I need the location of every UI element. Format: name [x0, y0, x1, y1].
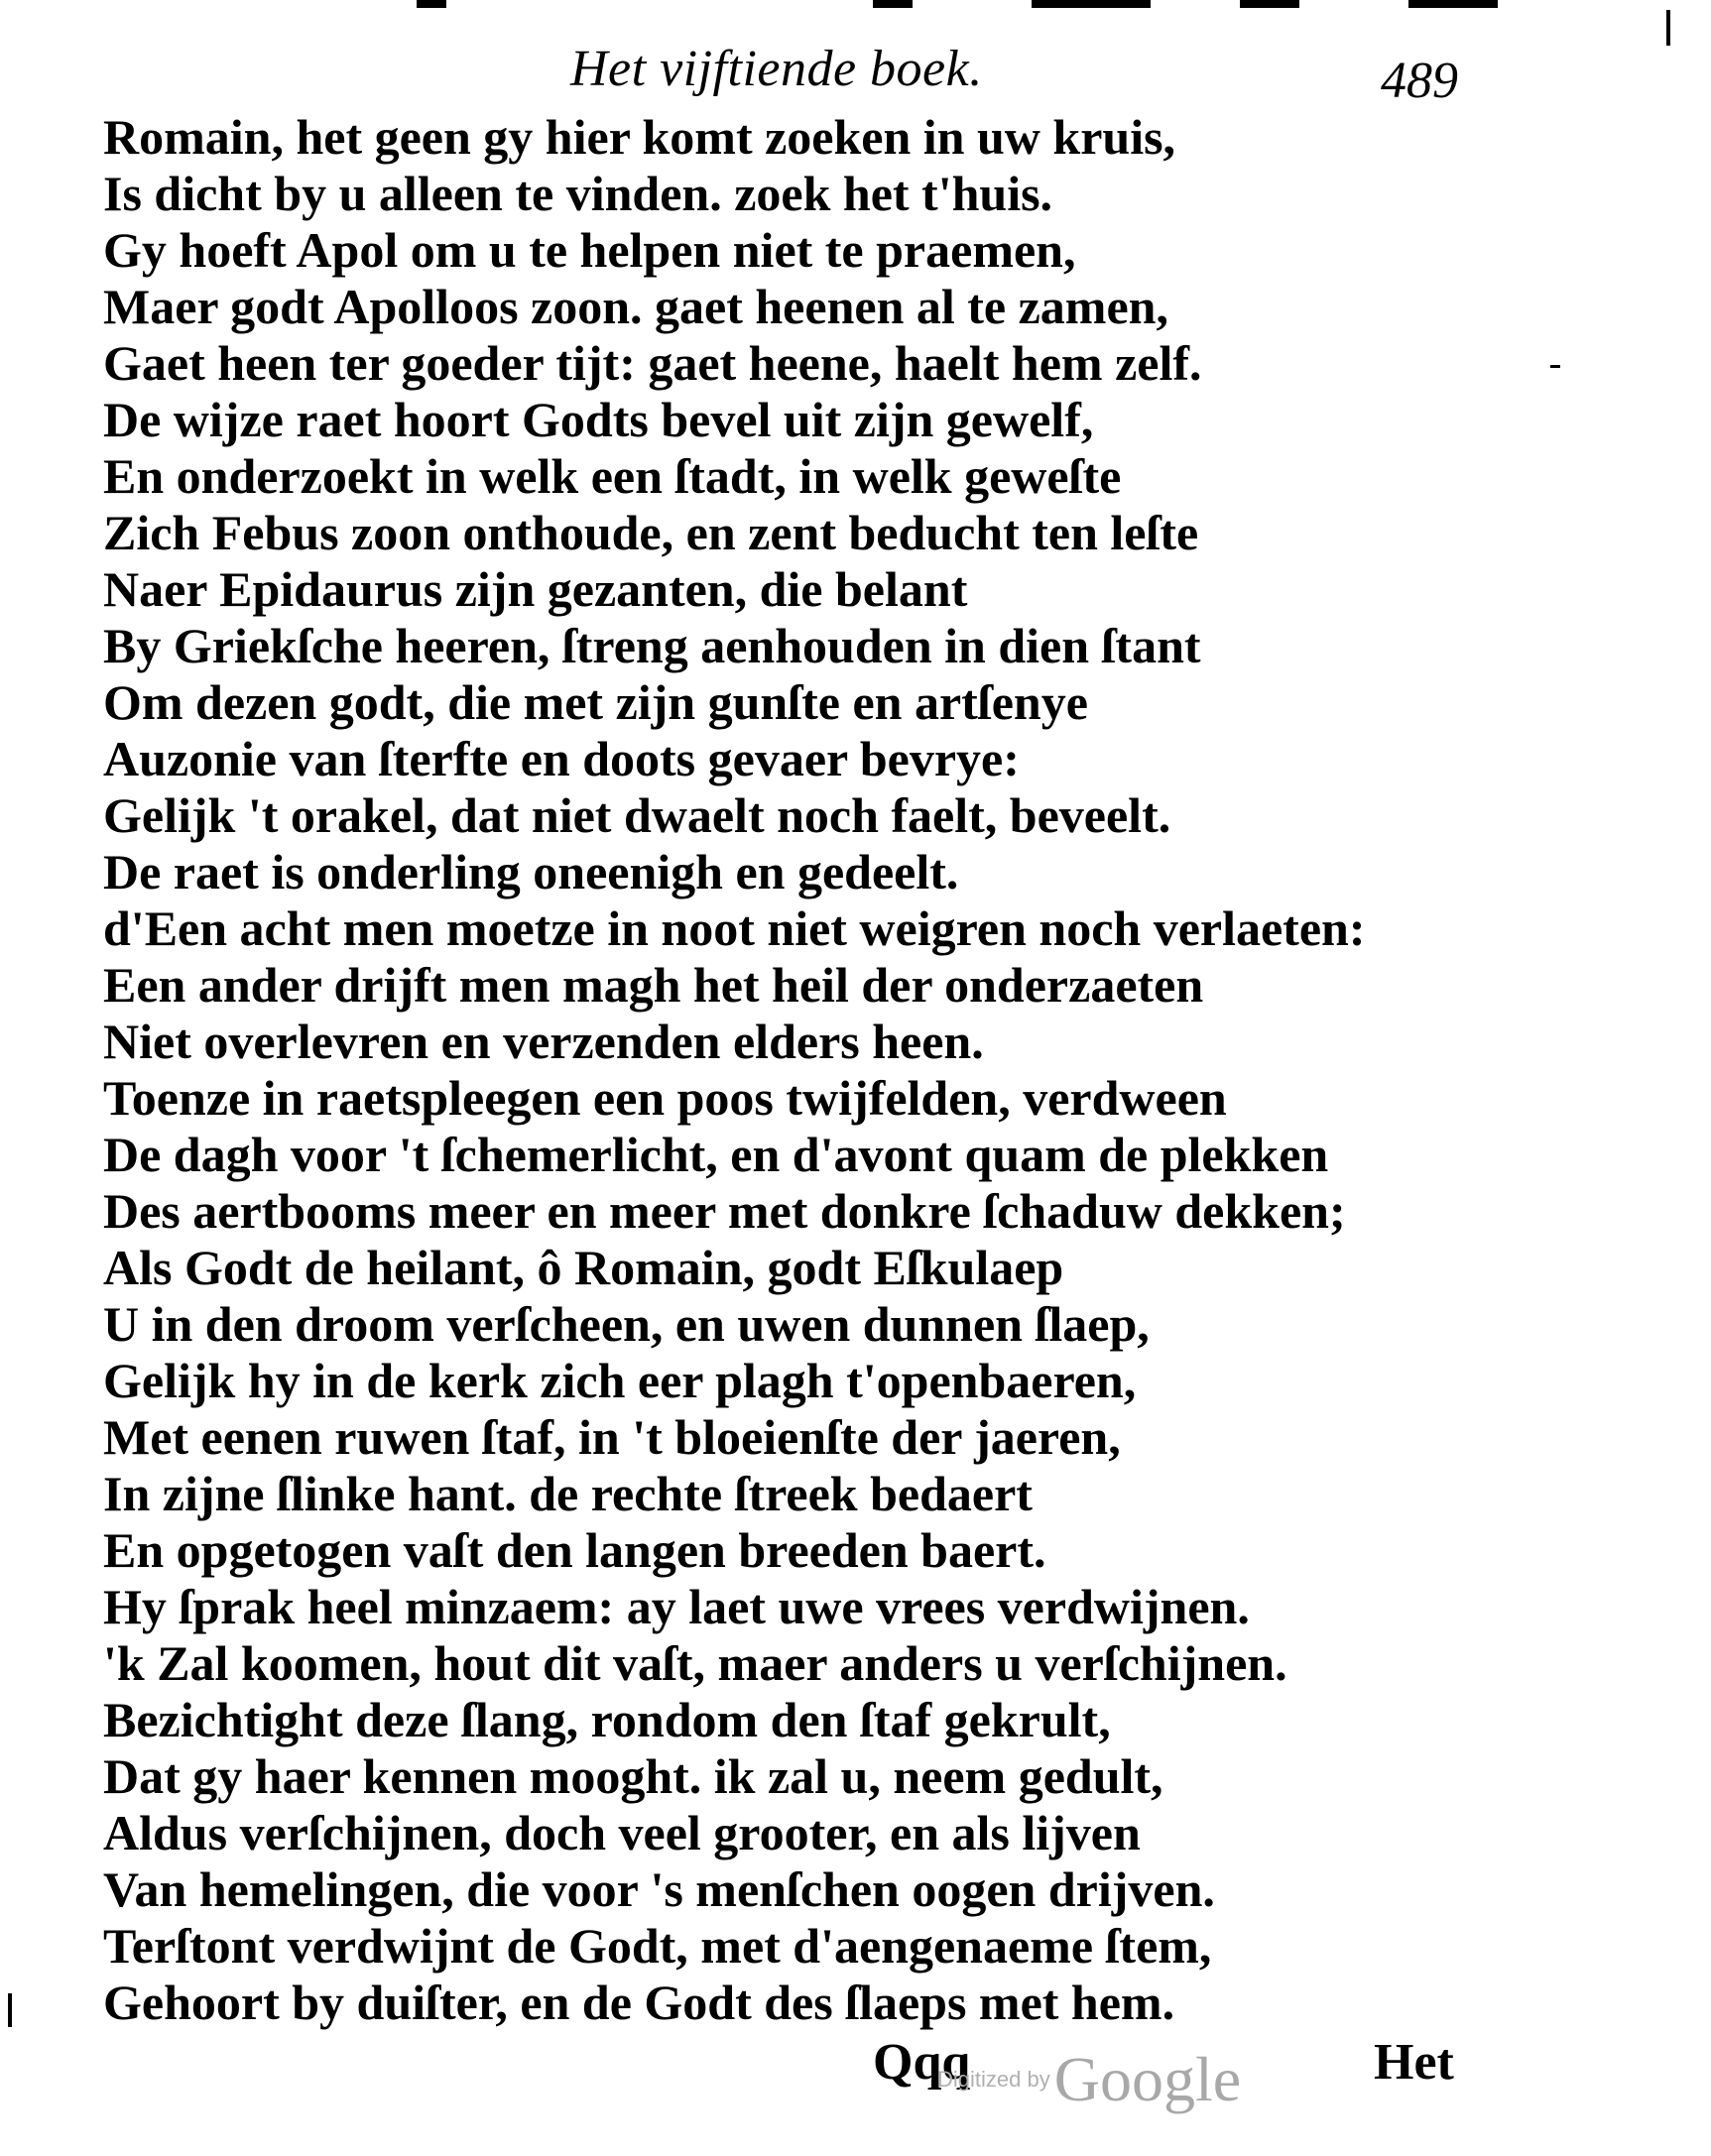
verse-line: Is dicht by u alleen te vinden. zoek het t'huis.	[103, 166, 1053, 221]
poem-text	[103, 109, 1492, 2031]
verse-line: Hy ſprak heel minzaem: ay laet uwe vrees verdwijnen.	[103, 1579, 1250, 1634]
verse-line: Dat gy haer kennen mooght. ik zal u, neem gedult,	[103, 1748, 1163, 1804]
verse-line: Auzonie van ſterfte en doots gevaer bevrye:	[103, 731, 1020, 786]
verse-line: By Griekſche heeren, ſtreng aenhouden in dien ſtant	[103, 618, 1201, 673]
verse-line: Romain, het geen gy hier komt zoeken in uw kruis,	[103, 109, 1176, 165]
verse-line: U in den droom verſcheen, en uwen dunnen ſlaep,	[103, 1296, 1150, 1352]
verse-line: Des aertbooms meer en meer met donkre ſchaduw dekken;	[103, 1183, 1346, 1239]
verse-line: Zich Febus zoon onthoude, en zent beducht ten leſte	[103, 505, 1199, 560]
verse-line: Een ander drijft men magh het heil der onderzaeten	[103, 957, 1204, 1013]
verse-line: Toenze in raetspleegen een poos twijfelden, verdween	[103, 1070, 1227, 1126]
verse-line: Van hemelingen, die voor 's menſchen oogen drijven.	[103, 1861, 1215, 1917]
verse-line: Gehoort by duiſter, en de Godt des ſlaeps met hem.	[103, 1975, 1175, 2030]
verse-line: Terſtont verdwijnt de Godt, met d'aengenaeme ſtem,	[103, 1918, 1212, 1974]
watermark-prefix: Digitized by	[937, 2067, 1050, 2092]
margin-mark	[1666, 10, 1670, 46]
verse-line: De wijze raet hoort Godts bevel uit zijn gewelf,	[103, 392, 1094, 447]
verse-line: Maer godt Apolloos zoon. gaet heenen al te zamen,	[103, 279, 1168, 334]
signature-mark: Qqq	[873, 2034, 971, 2091]
verse-line: Aldus verſchijnen, doch veel grooter, en als lijven	[103, 1805, 1141, 1860]
running-head: Het vijftiende boek.	[570, 41, 983, 97]
verse-line: Gelijk hy in de kerk zich eer plagh t'openbaeren,	[103, 1353, 1137, 1408]
verse-line: En onderzoekt in welk een ſtadt, in welk geweſte	[103, 448, 1122, 504]
verse-line: Gaet heen ter goeder tijt: gaet heene, haelt hem zelf.	[103, 335, 1202, 391]
verse-line: De dagh voor 't ſchemerlicht, en d'avont quam de plekken	[103, 1127, 1329, 1182]
verse-line: Gy hoeft Apol om u te helpen niet te praemen,	[103, 222, 1076, 278]
verse-line: Bezichtight deze ſlang, rondom den ſtaf gekrult,	[103, 1692, 1111, 1747]
verse-line: Niet overlevren en verzenden elders heen.	[103, 1014, 984, 1069]
verse-line: En opgetogen vaſt den langen breeden baert.	[103, 1522, 1046, 1578]
verse-line: Om dezen godt, die met zijn gunſte en artſenye	[103, 674, 1088, 730]
google-logo: Google	[1053, 2044, 1242, 2114]
top-edge-artifact	[0, 0, 1711, 18]
verse-line: Als Godt de heilant, ô Romain, godt Eſkulaep	[103, 1240, 1064, 1295]
verse-line: Naer Epidaurus zijn gezanten, die belant	[103, 561, 968, 617]
verse-line: Gelijk 't orakel, dat niet dwaelt noch faelt, beveelt.	[103, 787, 1171, 843]
margin-mark	[8, 1993, 12, 2027]
verse-line: d'Een acht men moetze in noot niet weigren noch verlaeten:	[103, 900, 1366, 956]
verse-line: Met eenen ruwen ſtaf, in 't bloeienſte der jaeren,	[103, 1409, 1121, 1465]
verse-line: De raet is onderling oneenigh en gedeelt.	[103, 844, 959, 899]
page-number: 489	[1381, 53, 1458, 109]
verse-line: 'k Zal koomen, hout dit vaſt, maer anders u verſchijnen.	[103, 1635, 1287, 1691]
margin-mark	[1550, 365, 1560, 368]
verse-line: In zijne ſlinke hant. de rechte ſtreek bedaert	[103, 1466, 1033, 1521]
catchword: Het	[1374, 2034, 1454, 2091]
google-watermark	[937, 2043, 1241, 2116]
